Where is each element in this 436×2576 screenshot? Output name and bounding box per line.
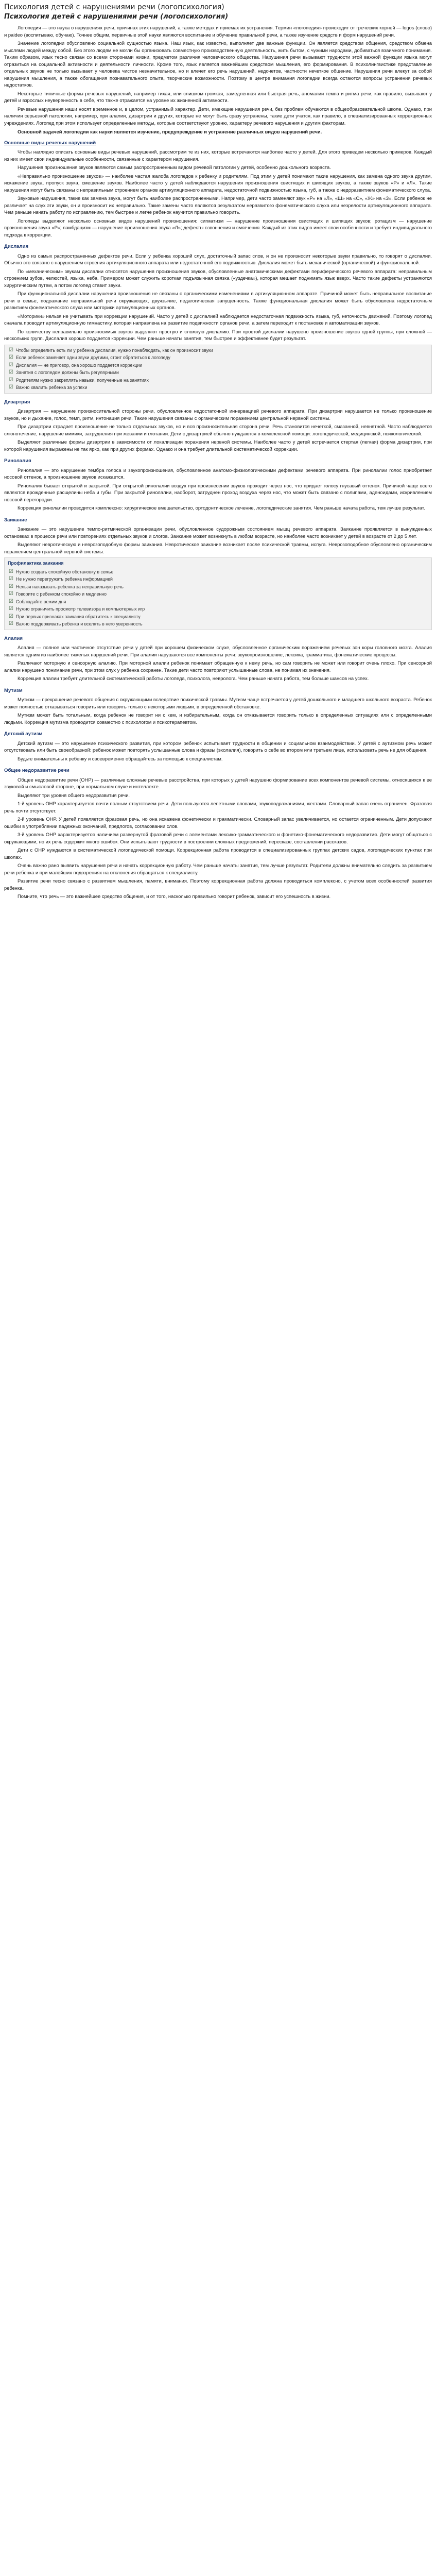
- section-paragraph: Ринолалия бывает открытой и закрытой. При открытой ринолалии воздух при произнесении звуков проходит через нос, что придает голосу гнусавый оттенок. Причиной чаще всего являются врожденные расщелины неба и губы. При закрытой ринолалии, наоборот, затруднен проход воздуха через нос, что может быть связано с полипами, аденоидами, искривлением носовой перегородки.: [4, 482, 432, 502]
- intro-paragraph: Логопедия — это наука о нарушениях речи, причинах этих нарушений, а также методах и приемах их устранения. Термин «логопедия» происходит от греческих корней — logos (слово) и paideo (воспитываю, обучаю). Точнее общим, первичные этой науки являются воспитание и обучение правильной речи, а также изучение средств и форм нарушений речи.: [4, 25, 432, 38]
- tips-item-text: Чтобы определить есть ли у ребенка дислалия, нужно понаблюдать, как он произносит звуки: [16, 347, 213, 353]
- intro-block: [4, 24, 432, 135]
- section-paragraph: Коррекция алалии требует длительной систематической работы логопеда, психолога, невролога. Чем раньше начата работа, тем больше шансов на успех.: [18, 675, 369, 681]
- tips-item-text: Если ребенок заменяет одни звуки другими, стоит обратиться к логопеду: [16, 355, 170, 360]
- section: [4, 767, 432, 900]
- intro-paragraph: Речевые нарушения наши носят временное и, в целом, устранимый характер. Дети, имеющие нарушения речи, без проблем обучаются в общеобразовательной школе. Однако, при наличии серьезной патологии, например, при алалии, дизартрии и других, которые не могут быть сразу устранены, такие дети учатся, как правило, в специализированных коррекционных учреждениях. Логопед при этом использует определенные методы, которые соответствуют уровню, характеру речевого нарушения и другим факторам.: [4, 106, 432, 126]
- section: [4, 731, 432, 762]
- section-heading: Общее недоразвитие речи: [4, 768, 69, 773]
- intro-paragraph: Основной задачей логопедии как науки является изучение, предупреждение и устранение различных видов нарушений речи.: [18, 129, 322, 134]
- section-paragraph: Будьте внимательны к ребенку и своевременно обращайтесь за помощью к специалистам.: [18, 755, 223, 761]
- section-paragraph: Одно из самых распространенных дефектов речи. Если у ребенка хороший слух, достаточный запас слов, и он не произносит некоторые звуки правильно, то говорят о дислалии. Обычно это связано с нарушением строения артикуляционного аппарата или недостаточной его подвижностью. Дислалия может быть механической (органической) и функциональной.: [4, 252, 432, 265]
- section-paragraph: Дети с ОНР нуждаются в систематической логопедической помощи. Коррекционная работа проводится в специализированных группах детских садов, логопедических пунктах при школах.: [4, 847, 432, 860]
- tips-list-item: [8, 598, 428, 606]
- tips-box-title: Профилактика заикания: [8, 561, 64, 566]
- page-title: Психология детей с нарушениями речи (логопсихология): [4, 3, 224, 11]
- checkbox-icon: ☑: [9, 354, 13, 360]
- section-paragraph: Ринолалия — это нарушение тембра голоса и звукопроизношения, обусловленное анатомо-физиологическими дефектами речевого аппарата. При ринолалии голос приобретает носовой оттенок, а произношение звуков искажается.: [4, 467, 432, 480]
- section-paragraph: «Неправильно произношение звуков» — наиболее частая жалоба логопедов к ребенку и родителям. Под этим у детей понимают такие нарушения, как замена одного звука другим, искажение звука, пропуск звука, смешение звуков. Наиболее часто у детей наблюдаются нарушения произношения свистящих и шипящих звуков, а также звуков «Р» и «Л». Такие нарушения могут быть связаны с неправильным строением органов артикуляционного аппарата, недостаточной подвижностью языка, губ, а также с недоразвитием фонематического слуха.: [4, 173, 432, 193]
- tips-item-text: Нужно создать спокойную обстановку в семье: [16, 569, 114, 574]
- tips-list-item: [8, 347, 428, 354]
- tips-list-item: [8, 583, 428, 591]
- intro-paragraph: Некоторые типичные формы речевых нарушений, например тихая, или слишком громкая, замедленная или быстрая речь, аномалии темпа и ритма речи, как правило, вызывают у детей и взрослых неуверенность в себе, что также отражается на уровне их жизненной активности.: [4, 90, 432, 103]
- checkbox-icon: ☑: [9, 613, 13, 619]
- checkbox-icon: ☑: [9, 377, 13, 383]
- section-paragraph: Выделяют три уровня общего недоразвития речи.: [18, 792, 130, 798]
- section-paragraph: Помните, что речь — это важнейшее средство общения, и от того, насколько правильно говорит ребенок, зависит его успешность в жизни.: [18, 893, 331, 899]
- tips-list-item: [8, 568, 428, 576]
- tips-item-text: Занятия с логопедом должны быть регулярными: [16, 370, 119, 375]
- section: [4, 243, 432, 394]
- section-paragraph: Логопеды выделяют несколько основных видов нарушений произношения: сигматизм — нарушение произношения свистящих и шипящих звуков; ротацизм — нарушение произношения звука «Р»; ламбдацизм — нарушение произношения звука «Л»; дефекты озвончения и смягчения. Каждый из этих видов имеет свои особенности и требует индивидуального подхода к коррекции.: [4, 217, 432, 238]
- section-heading: Детский аутизм: [4, 731, 43, 737]
- tips-item-text: Родителям нужно закреплять навыки, полученные на занятиях: [16, 377, 149, 383]
- section: [4, 687, 432, 726]
- sections-container: [4, 140, 432, 900]
- section-heading: Заикание: [4, 517, 27, 523]
- section-paragraph: Очень важно рано выявить нарушения речи и начать коррекционную работу. Чем раньше начаты занятия, тем лучше результат. Родители должны внимательно следить за развитием речи ребенка и при малейших подозрениях на отклонения обращаться к специалисту.: [4, 862, 432, 875]
- tips-list-item: [8, 605, 428, 613]
- tips-item-text: Важно хвалить ребенка за успехи: [16, 385, 88, 390]
- section-paragraph: Звуковые нарушения, такие как замена звука, могут быть наиболее распространенными. Например, дети часто заменяют звук «Р» на «Л», «Ш» на «С», «Ж» на «З». Если ребенок не различает на слух эти звуки, он и произносит их неправильно. Такие замены часто являются результатом неразвитого фонематического слуха или незрелости артикуляционного аппарата. Чем раньше начать работу по исправлению, тем быстрее и легче ребенок научится правильно говорить.: [4, 195, 432, 215]
- section-paragraph: Заикание — это нарушение темпо-ритмической организации речи, обусловленное судорожным состоянием мышц речевого аппарата. Заикание проявляется в вынужденных остановках в процессе речи или повторениях отдельных звуков и слогов. Заикание может возникнуть в любом возрасте, но наиболее часто возникает у детей в возрасте от 2 до 5 лет.: [4, 526, 432, 539]
- intro-paragraph: Значение логопедии обусловлено социальной сущностью языка. Наш язык, как известно, выполняет две важные функции. Он является средством общения, средством обмена мыслями людей между собой. Без этого людям не могли бы организовать совместную производственную деятельность, жить бытом, с чужими народами, добиваться взаимного понимания. Таким образом, язык тесно связан со всеми сторонами жизни, предметом различия человеческого общества. Нарушения речи вызывают трудности этой важной функции языка могут отразиться на социальной активности и деятельности личности. Кроме того, язык является важнейшим средством мышления, его формирования. В психолингвистике представление отдельных звуков не только вызывает у человека чистое незначительное, но и влечет его речь нарушений, недочетов, частности нечеткое общение. Нарушения речи влекут за собой нарушения мышления, а также обогащения познавательного опыта, творческие возможности. Поэтому в центре внимания логопедии всегда остаются вопросы устранения речевых недостатков.: [4, 40, 432, 88]
- tips-item-text: Дислалия — не приговор, она хорошо поддается коррекции: [16, 362, 143, 368]
- section: [4, 457, 432, 512]
- section-heading: Алалия: [4, 635, 23, 641]
- checkbox-icon: ☑: [9, 583, 13, 589]
- tips-list-item: [8, 362, 428, 369]
- tips-list-item: [8, 384, 428, 392]
- checkbox-icon: ☑: [9, 606, 13, 612]
- section-paragraph: 1-й уровень ОНР характеризуется почти полным отсутствием речи. Дети пользуются лепетными словами, звукоподражаниями, жестами. Словарный запас очень ограничен. Фразовая речь почти отсутствует.: [4, 801, 432, 814]
- section: [4, 399, 432, 453]
- section-paragraph: Общее недоразвитие речи (ОНР) — различные сложные речевые расстройства, при которых у детей нарушено формирование всех компонентов речевой системы, относящихся к ее звуковой и смысловой стороне, при нормальном слухе и интеллекте.: [4, 776, 432, 789]
- checkbox-icon: ☑: [9, 568, 13, 574]
- section-heading: Дизартрия: [4, 399, 30, 405]
- section: [4, 635, 432, 682]
- checkbox-icon: ☑: [9, 369, 13, 375]
- tips-list-item: [8, 590, 428, 598]
- tips-box: [4, 557, 432, 630]
- section-paragraph: При функциональной дислалии нарушения произношения не связаны с органическими изменениями в артикуляционном аппарате. Причиной может быть неправильное воспитание речи в семье, подражание неправильной речи окружающих, двуязычие, педагогическая запущенность. Также функциональная дислалия может быть обусловлена недостаточным развитием фонематического слуха или моторики артикуляционных органов.: [4, 291, 432, 310]
- tips-item-text: Нельзя наказывать ребенка за неправильную речь: [16, 584, 124, 589]
- section-paragraph: При дизартрии страдает произношение не только отдельных звуков, но и вся произносительная сторона речи. Речь становится нечеткой, смазанной, невнятной. Часто наблюдается слюнотечение, нарушение мимики, затруднения при жевании и глотании. Дети с дизартрией обычно нуждаются в комплексной помощи: логопедической, медицинской, психологической.: [4, 423, 432, 436]
- tips-list: [8, 568, 428, 628]
- tips-list-item: [8, 613, 428, 621]
- tips-box: [4, 345, 432, 394]
- section-paragraph: По «механическим» звукам дислалии относятся нарушения произношения звуков, обусловленные анатомическими дефектами периферического речевого аппарата: неправильным строением зубов, челюстей, языка, неба. Примером может служить короткая подъязычная связка («уздечка»), которая мешает поднимать язык вверх. Часто такие дефекты устраняются хирургическим путем, а потом логопед ставит звуки.: [4, 268, 432, 288]
- checkbox-icon: ☑: [9, 598, 13, 604]
- checkbox-icon: ☑: [9, 576, 13, 582]
- tips-item-text: Важно поддерживать ребенка и вселять в него уверенность: [16, 621, 143, 626]
- section-paragraph: 3-й уровень ОНР характеризуется наличием развернутой фразовой речи с элементами лексико-грамматического и фонетико-фонематического недоразвития. Дети могут общаться с окружающими, но их речь содержит много ошибок. Они испытывают трудности в построении сложных предложений, пересказе, составлении рассказов.: [4, 832, 432, 844]
- page-subtitle: Психология детей с нарушениями речи (логопсихология): [4, 13, 229, 21]
- section-paragraph: Мутизм — прекращение речевого общения с окружающими вследствие психической травмы. Мутизм чаще встречается у детей дошкольного и младшего школьного возраста. Ребенок может полностью отказываться говорить или говорить только с некоторыми людьми, в определенной обстановке.: [4, 697, 432, 709]
- section-heading: Мутизм: [4, 687, 23, 693]
- checkbox-icon: ☑: [9, 347, 13, 353]
- section-paragraph: Чтобы наглядно описать основные виды речевых нарушений, рассмотрим те из них, которые встречаются наиболее часто у детей. Для этого приведем несколько примеров. Каждый из них имеет свои индивидуальные особенности, связанные с характером нарушения.: [4, 149, 432, 162]
- section-heading: Дислалия: [4, 244, 29, 249]
- tips-item-text: При первых признаках заикания обратитесь к специалисту: [16, 614, 141, 619]
- section-paragraph: Выделяют различные формы дизартрии в зависимости от локализации поражения нервной системы. Наиболее часто у детей встречается стертая (легкая) форма дизартрии, при которой нарушения выражены не так ярко, как при других формах. Однако и она требует длительной систематической коррекции.: [4, 439, 432, 452]
- section-heading: Основные виды речевых нарушений: [4, 140, 96, 146]
- checkbox-icon: ☑: [9, 384, 13, 390]
- section-paragraph: По количеству неправильно произносимых звуков выделяют простую и сложную дислалию. При простой дислалии нарушено произношение звуков одной группы, при сложной — нескольких групп. Дислалия хорошо поддается коррекции. Чем раньше начаты занятия, тем быстрее и эффективнее будет результат.: [4, 328, 432, 341]
- section-paragraph: Выделяют невротическую и неврозоподобную формы заикания. Невротическое заикание возникает после психической травмы, испуга. Неврозоподобное обусловлено органическим поражением центральной нервной системы.: [4, 541, 432, 554]
- section-paragraph: Коррекция ринолалии проводится комплексно: хирургическое вмешательство, ортодонтическое лечение, логопедические занятия. Чем раньше начата работа, тем лучше результат.: [18, 505, 425, 511]
- section-paragraph: Алалия — полное или частичное отсутствие речи у детей при хорошем физическом слухе, обусловленное органическим поражением речевых зон коры головного мозга. Алалия является одним из наиболее тяжелых нарушений речи. При алалии нарушаются все компоненты речи: звукопроизношение, лексика, грамматика, фонематические процессы.: [4, 645, 432, 657]
- tips-list-item: [8, 354, 428, 362]
- section-paragraph: Мутизм может быть тотальным, когда ребенок не говорит ни с кем, и избирательным, когда он отказывается говорить только в определенных ситуациях или с определенными людьми. Коррекция мутизма проводится совместно с психологом и психотерапевтом.: [4, 712, 432, 725]
- tips-item-text: Говорите с ребенком спокойно и медленно: [16, 591, 107, 597]
- tips-item-text: Не нужно перегружать ребенка информацией: [16, 577, 113, 582]
- tips-list-item: [8, 620, 428, 628]
- section-paragraph: Дизартрия — нарушение произносительной стороны речи, обусловленное недостаточной иннервацией речевого аппарата. При дизартрии нарушается не только произношение звуков, но и дыхание, голос, темп, ритм, интонация речи. Такие нарушения связаны с органическим поражением центральной нервной системы.: [4, 408, 432, 421]
- checkbox-icon: ☑: [9, 591, 13, 597]
- tips-item-text: Соблюдайте режим дня: [16, 599, 66, 604]
- tips-list-item: [8, 575, 428, 583]
- section-paragraph: Развитие речи тесно связано с развитием мышления, памяти, внимания. Поэтому коррекционная работа должна проводиться комплексно, с учетом всех особенностей развития ребенка.: [4, 878, 432, 891]
- checkbox-icon: ☑: [9, 362, 13, 368]
- section: [4, 517, 432, 630]
- checkbox-icon: ☑: [9, 621, 13, 626]
- section-paragraph: Нарушения произношения звуков являются самым распространенным видом речевой патологии у детей, особенно дошкольного возраста.: [18, 164, 331, 170]
- section-paragraph: «Моторики» нельзя не учитывать при коррекции нарушений. Часто у детей с дислалией наблюдается недостаточная подвижность языка, губ, неточность движений. Поэтому логопед сначала проводит артикуляционную гимнастику, которая направлена на развитие подвижности органов речи, а затем переходит к постановке и автоматизации звуков.: [4, 313, 432, 326]
- tips-item-text: Нужно ограничить просмотр телевизора и компьютерных игр: [16, 606, 145, 612]
- section-heading: Ринолалия: [4, 458, 31, 464]
- section-paragraph: Детский аутизм — это нарушение психического развития, при котором ребенок испытывает трудности в общении и социальном взаимодействии. У детей с аутизмом речь может отсутствовать или быть своеобразной: ребенок может повторять услышанные слова и фразы (эхолалия), говорить о себе во втором или третьем лице, использовать речь не для общения.: [4, 740, 432, 753]
- document-page: [0, 0, 436, 912]
- section-paragraph: Различают моторную и сенсорную алалию. При моторной алалии ребенок понимает обращенную к нему речь, но сам говорить не может или говорит очень плохо. При сенсорной алалии нарушено понимание речи, при этом слух у ребенка сохранен. Такие дети часто повторяют услышанные слова, не понимая их значения.: [4, 660, 432, 673]
- section: [4, 140, 432, 239]
- tips-list: [8, 347, 428, 392]
- tips-list-item: [8, 369, 428, 377]
- tips-list-item: [8, 377, 428, 384]
- section-paragraph: 2-й уровень ОНР. У детей появляется фразовая речь, но она искажена фонетически и грамматически. Словарный запас увеличивается, но остается ограниченным. Дети допускают ошибки в употреблении падежных окончаний, предлогов, согласовании слов.: [4, 816, 432, 829]
